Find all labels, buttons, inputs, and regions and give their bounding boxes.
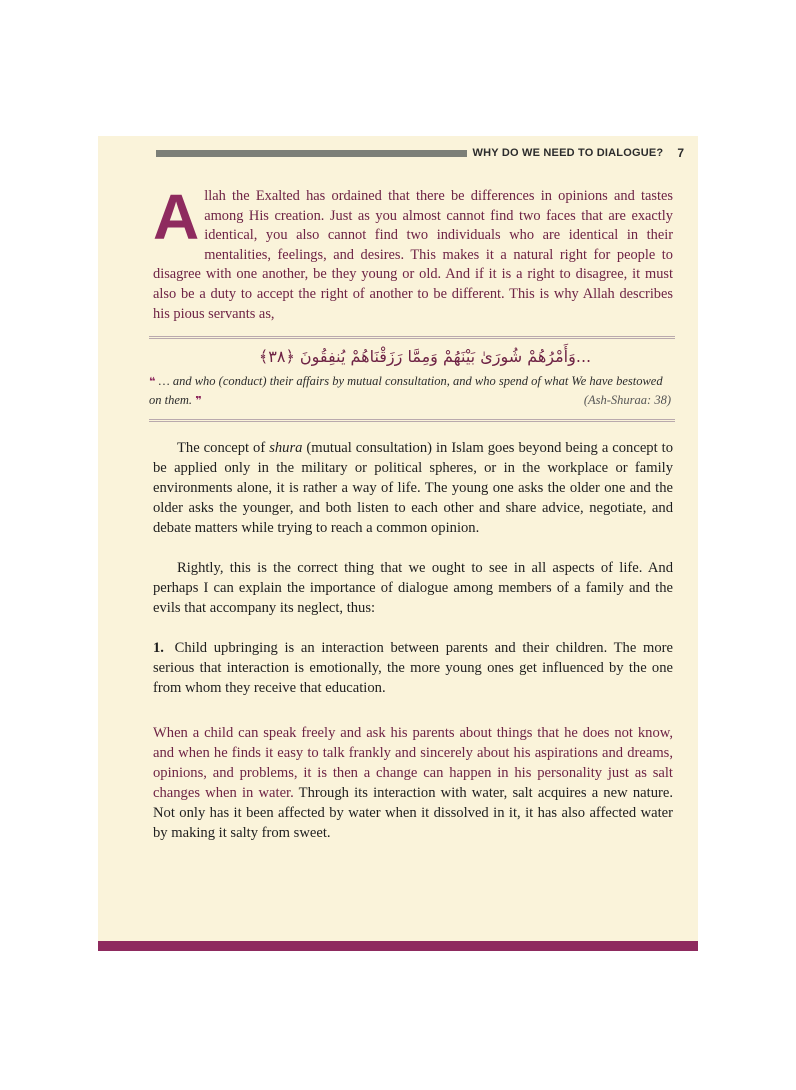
paragraph-shura [153,438,673,538]
arabic-verse: ...وَأَمْرُهُمْ شُورَىٰ بَيْنَهُمْ وَمِمَّا رَزَقْنَاهُمْ يُنفِقُونَ ﴿٣٨﴾ [258,347,592,367]
paragraph-text: Child upbringing is an interaction between parents and their children. The more serious that interaction is emotionally, the more young ones get influenced by the one from whom they receive that education. [153,640,673,697]
paragraph-text-dark: Through its interaction with water, salt acquires a new nature. Not only has it been affected by water when it dissolved in it, it has also affected water by making it salty from sweet. [153,785,673,842]
page-bottom-band [98,941,698,951]
header-rule [156,150,467,157]
page-content [149,181,673,843]
term-shura: shura [269,440,303,457]
paragraph-child-speaks [153,723,673,843]
intro-text: llah the Exalted has ordained that there be differences in opinions and tastes among His creation. Just as you almost cannot find two faces that are exactly identical, you also cannot find two individuals who are identical in their mentalities, feelings, and desires. This makes it a natural right for people to disagree with one another, be they young or old. And if it is a right to disagree, it must also be a duty to accept the right of another to be different. This is why Allah describes his pious servants as, [153,188,673,322]
verse-translation [149,372,671,410]
paragraph-text: (mutual consultation) in Islam goes beyond being a concept to be applied only in the military or political spheres, or in the workplace or family environments alone, it is rather a way of life. The young one asks the older one and the older asks the younger, and both listen to each other and share advice, negotiate, and debate matters while trying to reach a common opinion. [153,440,673,537]
paragraph-rightly: Rightly, this is the correct thing that we ought to see in all aspects of life. And perhaps I can explain the importance of dialogue among members of a family and the evils that accompany its neglect, thus: [153,560,673,617]
item-number: 1. [153,640,164,657]
paragraph-text: The concept of [177,440,270,457]
verse-reference: (Ash-Shuraa: 38) [583,393,671,408]
chapter-title: WHY DO WE NEED TO DIALOGUE? [472,147,664,159]
paragraph-item-1 [153,638,673,698]
translation-text: … and who (conduct) their affairs by mutual consultation, and who spend of what We have bestowed on them. [149,374,663,408]
quran-quote [149,336,675,422]
book-page [98,136,698,951]
intro-paragraph [153,181,673,324]
page-header [156,145,684,161]
page-number: 7 [677,146,684,160]
drop-cap: A [153,181,200,253]
open-quote-icon: ❝ [149,375,156,389]
close-quote-icon: ❞ [195,394,202,408]
paragraph-text-colored: When a child can speak freely and ask his parents about things that he does not know, and when he finds it easy to talk frankly and sincerely about his aspirations and dreams, opinions, and problems, it is then a change can happen in his personality just as salt changes when in water. [153,725,673,802]
